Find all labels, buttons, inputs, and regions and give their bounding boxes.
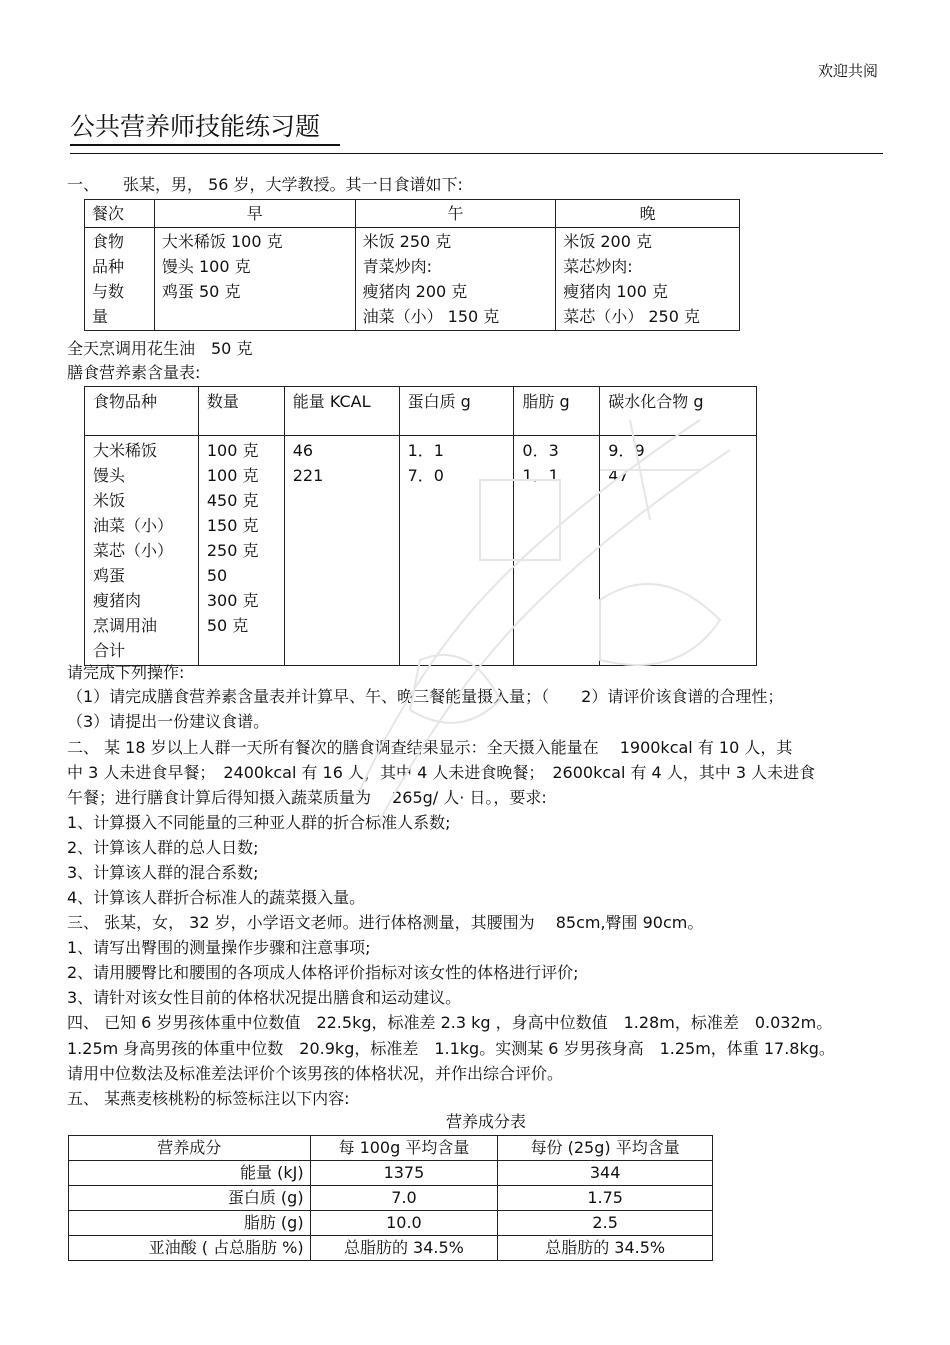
- per-100g-value: 7.0: [310, 1186, 498, 1211]
- table-row: [69, 1236, 713, 1261]
- q3-item: 1、请写出臀围的测量操作步骤和注意事项;: [67, 938, 371, 957]
- food-name: 合计: [93, 641, 126, 660]
- nutrition-header: 每份 (25g) 平均含量: [498, 1136, 713, 1161]
- amount-value: 100 克: [206, 441, 259, 460]
- amount-value: 150 克: [206, 516, 259, 535]
- food-column: [85, 436, 199, 666]
- header-right-text: 欢迎共阅: [817, 62, 878, 80]
- row-label-line: 品种: [92, 257, 125, 276]
- nutrient-table-body: [85, 436, 757, 666]
- per-100g-value: 10.0: [310, 1211, 498, 1236]
- breakfast-item: 馒头 100 克: [161, 257, 251, 276]
- q1-tasks-intro: 请完成下列操作:: [67, 663, 185, 682]
- nutrition-table-header: [69, 1136, 713, 1161]
- nutrient-header: 蛋白质 g: [399, 387, 514, 436]
- nutrition-header: 每 100g 平均含量: [310, 1136, 498, 1161]
- food-name: 瘦猪肉: [93, 591, 142, 610]
- amount-column: [198, 436, 284, 666]
- row-label-line: 量: [92, 307, 109, 326]
- energy-value: 221: [292, 466, 324, 485]
- nutrient-header: 数量: [198, 387, 284, 436]
- menu-lunch-cell: [355, 228, 556, 331]
- title-divider: [70, 153, 883, 154]
- table-row: [69, 1161, 713, 1186]
- dinner-item: 米饭 200 克: [563, 232, 652, 251]
- q3-line: 三、 张某，女， 32 岁，小学语文老师。进行体格测量，其腰围为 85cm,臀围 90cm。: [67, 913, 704, 932]
- q1-intro: 一、 张某，男， 56 岁，大学教授。其一日食谱如下:: [67, 175, 463, 194]
- per-serving-value: 总脂肪的 34.5%: [498, 1236, 713, 1261]
- breakfast-item: 鸡蛋 50 克: [161, 282, 241, 301]
- fat-value: 1．1: [522, 466, 559, 485]
- fat-value: 0．3: [522, 441, 559, 460]
- q3-item: 3、请针对该女性目前的体格状况提出膳食和运动建议。: [67, 988, 462, 1007]
- q2-line: 二、 某 18 岁以上人群一天所有餐次的膳食调查结果显示：全天摄入能量在 1900kcal 有 10 人，其: [67, 738, 793, 757]
- menu-breakfast-cell: [154, 228, 355, 331]
- q5-line: 五、 某燕麦核桃粉的标签标注以下内容:: [67, 1089, 350, 1108]
- q1-task-line: （3）请提出一份建议食谱。: [67, 712, 270, 731]
- oil-note: 全天烹调用花生油 50 克: [67, 339, 253, 358]
- row-label-line: 食物: [92, 232, 125, 251]
- amount-value: 250 克: [206, 541, 259, 560]
- menu-header-dinner: 晚: [556, 200, 740, 228]
- per-serving-value: 2.5: [498, 1211, 713, 1236]
- nutrient-name: 能量 (kJ): [69, 1161, 311, 1186]
- protein-column: [399, 436, 514, 666]
- q3-item: 2、请用腰臀比和腰围的各项成人体格评价指标对该女性的体格进行评价;: [67, 963, 579, 982]
- nutrition-table-caption: 营养成分表: [446, 1112, 527, 1131]
- q4-line: 四、 已知 6 岁男孩体重中位数值 22.5kg，标准差 2.3 kg ，身高中位数值 1.28m，标准差 0.032m。: [67, 1013, 833, 1032]
- q4-line: 1.25m 身高男孩的体重中位数 20.9kg，标准差 1.1kg。实测某 6 岁男孩身高 1.25m，体重 17.8kg。: [67, 1039, 835, 1058]
- menu-table-row: [85, 228, 740, 331]
- menu-header-meal: 餐次: [85, 200, 155, 228]
- nutrient-table-header: [85, 387, 757, 436]
- lunch-item: 油菜（小） 150 克: [362, 307, 500, 326]
- amount-value: 50 克: [206, 616, 249, 635]
- amount-value: 450 克: [206, 491, 259, 510]
- food-name: 大米稀饭: [93, 441, 158, 460]
- food-name: 烹调用油: [93, 616, 158, 635]
- protein-value: 7．0: [407, 466, 444, 485]
- food-name: 菜芯（小）: [93, 541, 174, 560]
- page-title: 公共营养师技能练习题: [70, 110, 340, 146]
- menu-header-breakfast: 早: [154, 200, 355, 228]
- q2-item: 4、计算该人群折合标准人的蔬菜摄入量。: [67, 888, 366, 907]
- menu-table-header: [85, 200, 740, 228]
- dinner-item: 瘦猪肉 100 克: [563, 282, 668, 301]
- carb-value: 9．9: [608, 441, 645, 460]
- row-label-line: 与数: [92, 282, 125, 301]
- nutrient-name: 脂肪 (g): [69, 1211, 311, 1236]
- dinner-item: 菜芯（小） 250 克: [563, 307, 700, 326]
- per-serving-value: 1.75: [498, 1186, 713, 1211]
- food-name: 鸡蛋: [93, 566, 126, 585]
- nutrition-header: 营养成分: [69, 1136, 311, 1161]
- carb-value: 47: [608, 466, 629, 485]
- menu-table: [84, 199, 740, 331]
- carb-column: [600, 436, 757, 666]
- amount-value: 300 克: [206, 591, 259, 610]
- nutrient-header: 食物品种: [85, 387, 199, 436]
- table-row: [69, 1186, 713, 1211]
- food-name: 米饭: [93, 491, 126, 510]
- q1-task-line: （1）请完成膳食营养素含量表并计算早、午、晚三餐能量摄入量；（ 2）请评价该食谱的合理性；: [67, 687, 784, 706]
- per-100g-value: 1375: [310, 1161, 498, 1186]
- nutrient-table: [84, 386, 757, 666]
- per-100g-value: 总脂肪的 34.5%: [310, 1236, 498, 1261]
- nutrient-header: 碳水化合物 g: [600, 387, 757, 436]
- per-serving-value: 344: [498, 1161, 713, 1186]
- nutrient-caption: 膳食营养素含量表:: [67, 363, 201, 382]
- q2-item: 2、计算该人群的总人日数;: [67, 838, 259, 857]
- amount-value: 100 克: [206, 466, 259, 485]
- nutrient-header: 脂肪 g: [514, 387, 600, 436]
- q2-line: 午餐；进行膳食计算后得知摄入蔬菜质量为 265g/ 人· 日。，要求:: [67, 788, 547, 807]
- nutrient-name: 蛋白质 (g): [69, 1186, 311, 1211]
- nutrition-facts-table: [68, 1135, 713, 1261]
- q4-line: 请用中位数法及标准差法评价个该男孩的体格状况，并作出综合评价。: [67, 1064, 564, 1083]
- lunch-item: 瘦猪肉 200 克: [362, 282, 468, 301]
- nutrient-name: 亚油酸 ( 占总脂肪 %): [69, 1236, 311, 1261]
- amount-value: 50: [206, 566, 228, 585]
- breakfast-item: 大米稀饭 100 克: [161, 232, 283, 251]
- energy-value: 46: [292, 441, 314, 460]
- energy-column: [284, 436, 399, 666]
- menu-dinner-cell: [556, 228, 740, 331]
- food-name: 油菜（小）: [93, 516, 174, 535]
- menu-header-lunch: 午: [355, 200, 556, 228]
- table-row: [69, 1211, 713, 1236]
- lunch-item: 青菜炒肉:: [362, 257, 432, 276]
- q2-item: 3、计算该人群的混合系数;: [67, 863, 259, 882]
- q2-line: 中 3 人未进食早餐； 2400kcal 有 16 人，其中 4 人未进食晚餐； 2600kcal 有 4 人，其中 3 人未进食: [67, 763, 816, 782]
- lunch-item: 米饭 250 克: [362, 232, 452, 251]
- protein-value: 1．1: [407, 441, 444, 460]
- food-name: 馒头: [93, 466, 126, 485]
- fat-column: [514, 436, 600, 666]
- menu-row-label: [85, 228, 155, 331]
- q2-item: 1、计算摄入不同能量的三种亚人群的折合标准人系数;: [67, 813, 451, 832]
- dinner-item: 菜芯炒肉:: [563, 257, 633, 276]
- nutrient-header: 能量 KCAL: [284, 387, 399, 436]
